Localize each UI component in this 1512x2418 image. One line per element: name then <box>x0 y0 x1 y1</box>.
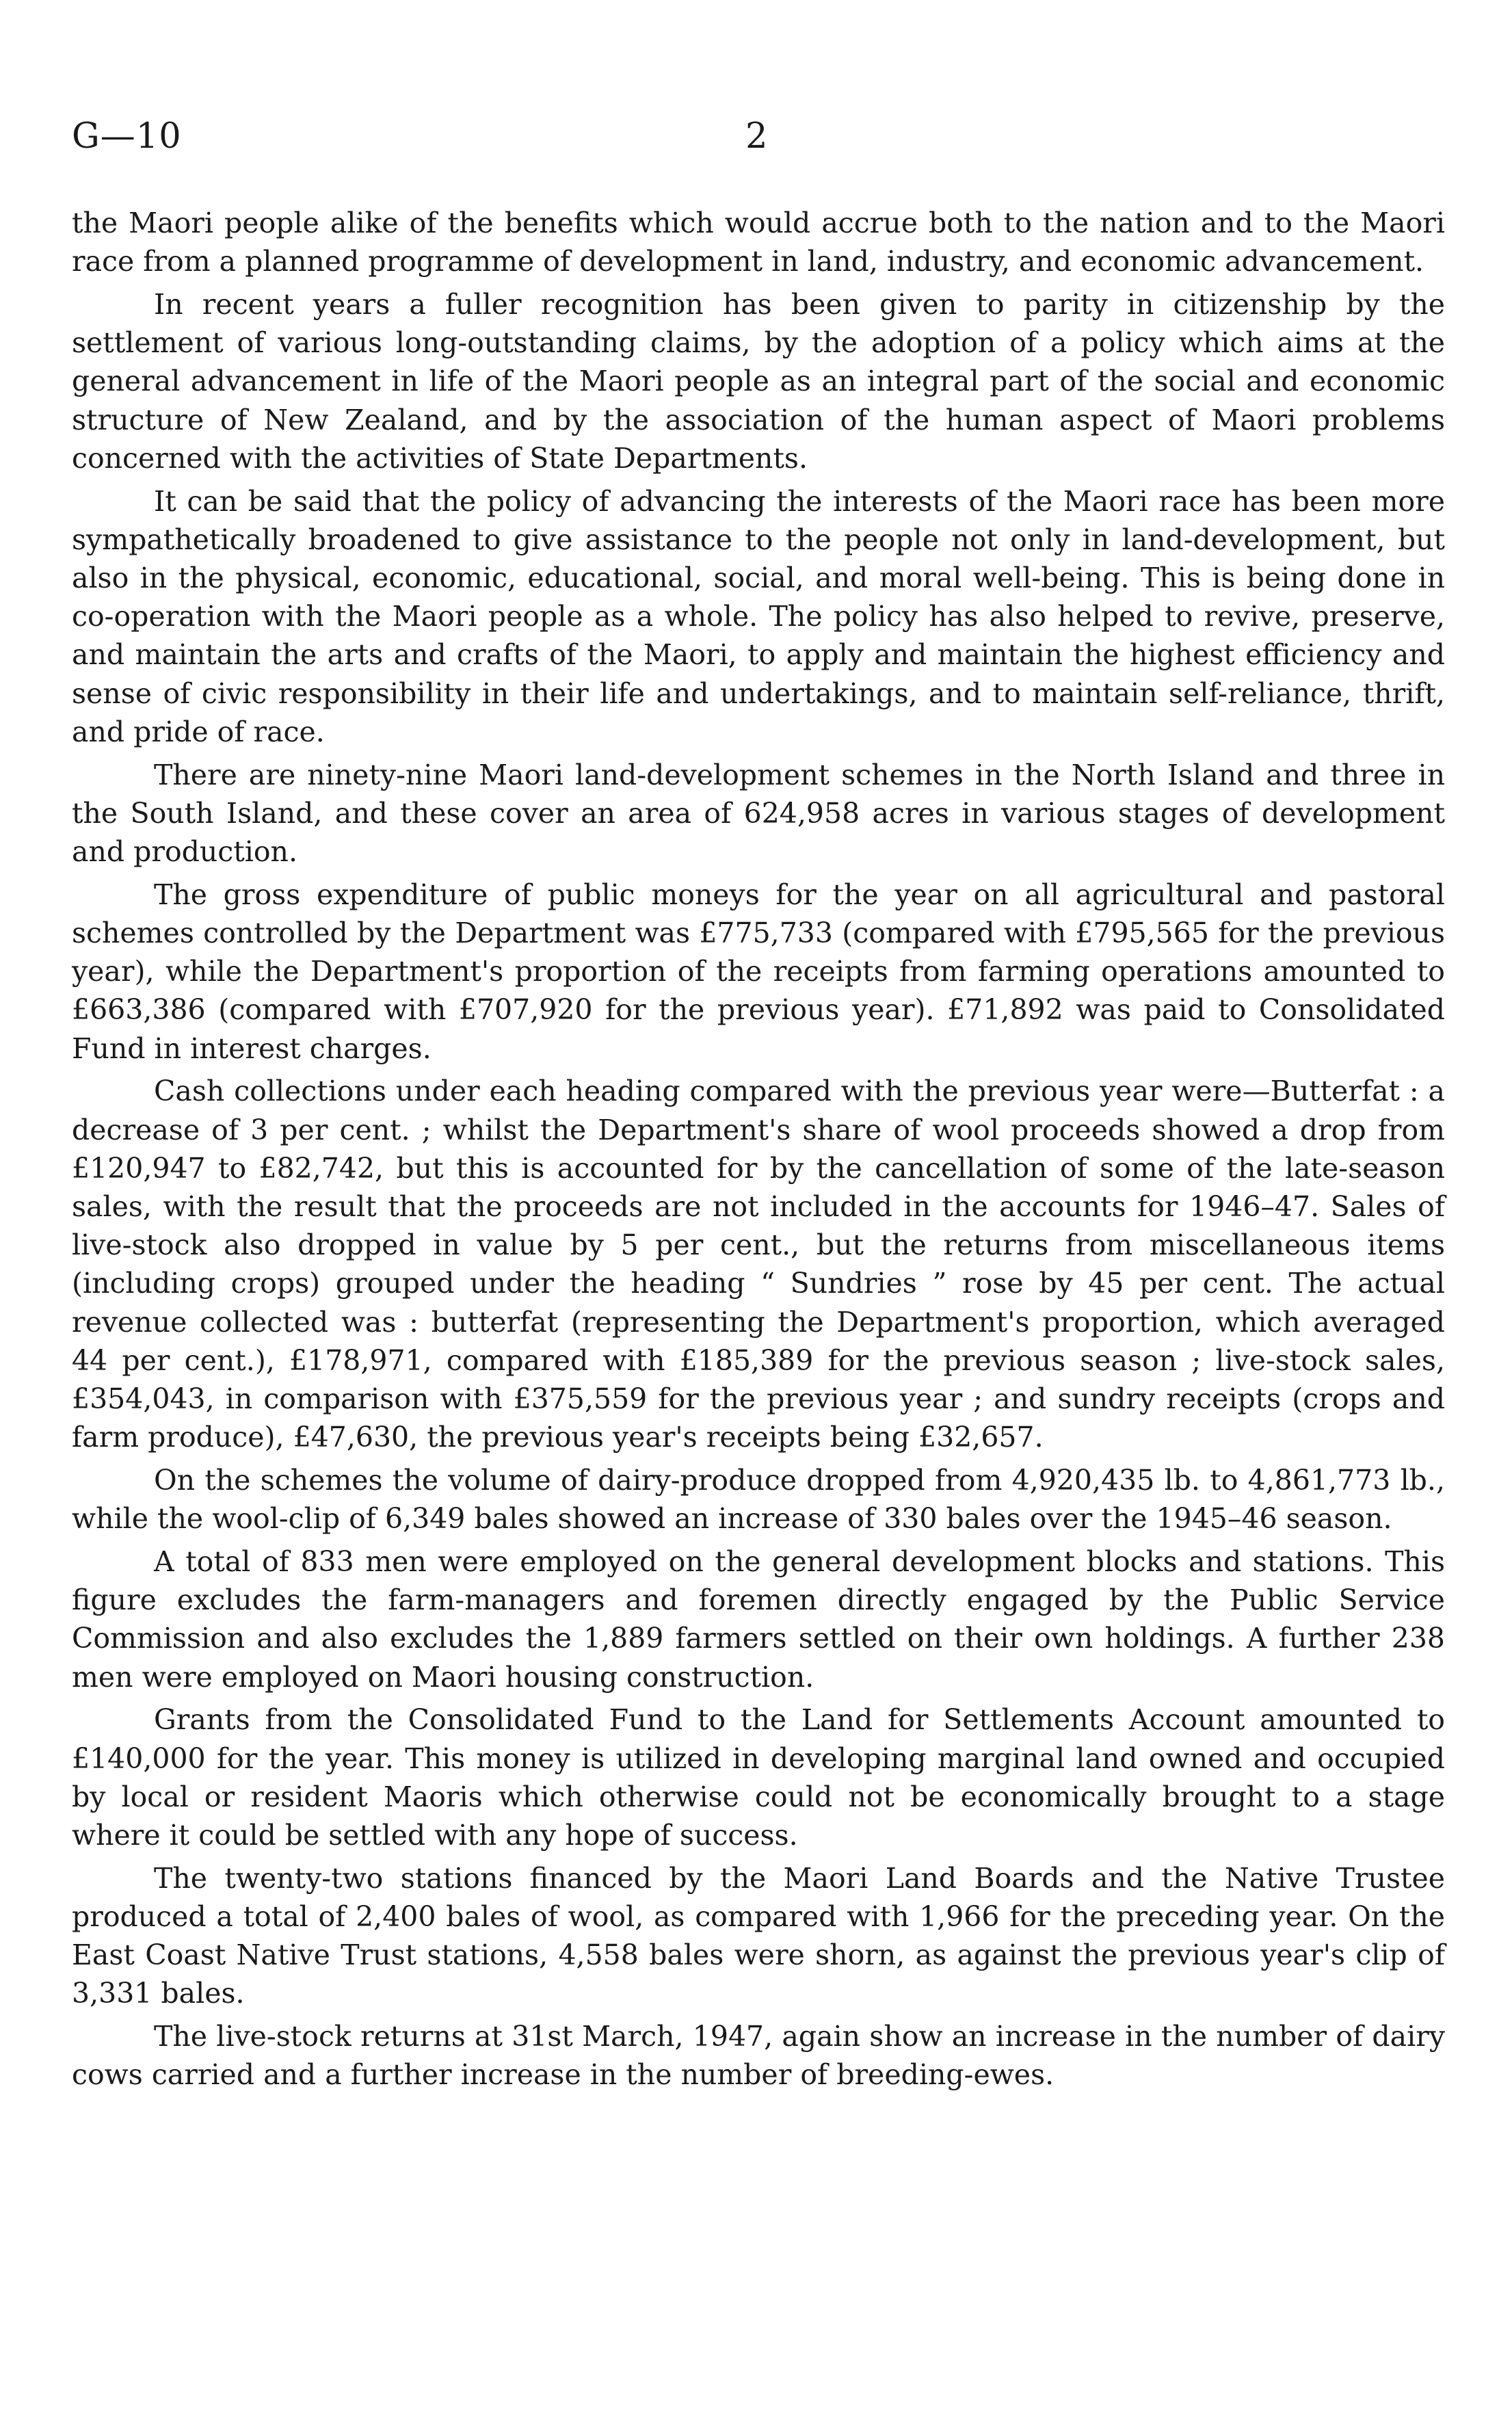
paragraph-development-schemes: There are ninety-nine Maori land-development schemes in the North Island and three in the South Island, and these cover an area of 624,958 acres in various stages of development and production. <box>72 758 1445 869</box>
paragraph-stations-wool: The twenty-two stations financed by the Maori Land Boards and the Native Trustee produced a total of 2,400 bales of wool, as compared with 1,966 for the preceding year. On the East Coast Native Trust stations, 4,558 bales were shorn, as against the previous year's clip of 3,331 bales. <box>72 1861 1445 2010</box>
paragraph-cash-collections: Cash collections under each heading compared with the previous year were—Butterfat : a decrease of 3 per cent. ; whilst the Department's share of wool proceeds showed a drop from £120,947 to £82,742, but this is accounted for by the cancellation of some of the late-season sales, with the result that the proceeds are not included in the accounts for 1946–47. Sales of live-stock also dropped in value by 5 per cent., but the returns from miscellaneous items (including crops) grouped under the heading “ Sundries ” rose by 45 per cent. The actual revenue collected was : butterfat (representing the Department's proportion, which averaged 44 per cent.), £178,971, compared with £185,389 for the previous season ; live-stock sales, £354,043, in comparison with £375,559 for the previous year ; and sundry receipts (crops and farm produce), £47,630, the previous year's receipts being £32,657. <box>72 1075 1445 1454</box>
paragraph-citizenship-parity: In recent years a fuller recognition has been given to parity in citizenship by the settlement of various long-outstanding claims, by the adoption of a policy which aims at the general advancement in life of the Maori people as an integral part of the social and economic structure of New Zealand, and by the association of the human aspect of Maori problems concerned with the activities of State Departments. <box>72 288 1445 475</box>
paragraph-dairy-produce-volume: On the schemes the volume of dairy-produce dropped from 4,920,435 lb. to 4,861,773 lb., while the wool-clip of 6,349 bales showed an increase of 330 bales over the 1945–46 season. <box>72 1464 1445 1536</box>
paragraph-policy-broadened: It can be said that the policy of advancing the interests of the Maori race has been more sympathetically broadened to give assistance to the people not only in land-development, but also in the physical, economic, educational, social, and moral well-being. This is being done in co-operation with the Maori people as a whole. The policy has also helped to revive, preserve, and maintain the arts and crafts of the Maori, to apply and maintain the highest efficiency and sense of civic responsibility in their life and undertakings, and to maintain self-reliance, thrift, and pride of race. <box>72 484 1445 748</box>
paragraph-gross-expenditure: The gross expenditure of public moneys for the year on all agricultural and pastoral schemes controlled by the Department was £775,733 (compared with £795,565 for the previous year), while the Department's proportion of the receipts from farming operations amounted to £663,386 (compared with £707,920 for the previous year). £71,892 was paid to Consolidated Fund in interest charges. <box>72 878 1445 1065</box>
paragraph-consolidated-fund-grants: Grants from the Consolidated Fund to the Land for Settlements Account amounted to £140,000 for the year. This money is utilized in developing marginal land owned and occupied by local or resident Maoris which otherwise could not be economically brought to a stage where it could be settled with any hope of success. <box>72 1703 1445 1852</box>
page-number: 2 <box>745 116 768 157</box>
paragraph-livestock-returns: The live-stock returns at 31st March, 1947, again show an increase in the number of dairy cows carried and a further increase in the number of breeding-ewes. <box>72 2020 1445 2092</box>
page-header <box>72 116 1446 164</box>
document-reference: G—10 <box>72 116 182 157</box>
body-text <box>72 204 1445 2099</box>
paragraph-continuation: the Maori people alike of the benefits which would accrue both to the nation and to the Maori race from a planned programme of development in land, industry, and economic advancement. <box>72 207 1445 278</box>
paragraph-employment: A total of 833 men were employed on the general development blocks and stations. This figure excludes the farm-managers and foremen directly engaged by the Public Service Commission and also excludes the 1,889 farmers settled on their own holdings. A further 238 men were employed on Maori housing construction. <box>72 1545 1445 1694</box>
